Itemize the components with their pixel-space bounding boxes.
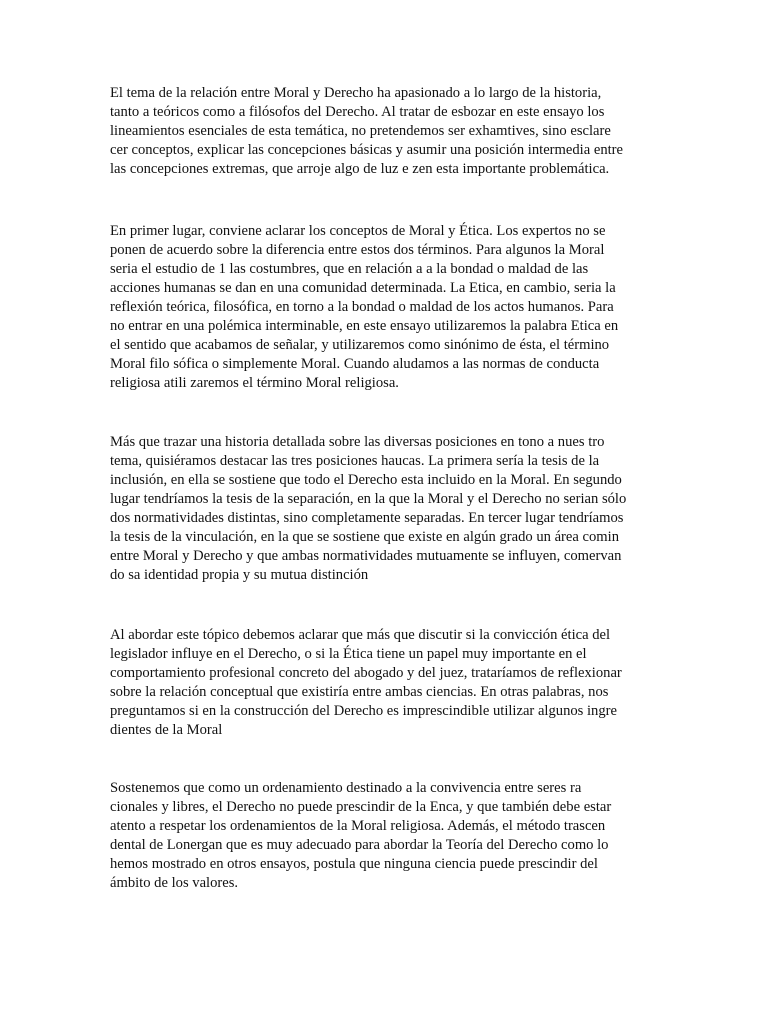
paragraph-line: En primer lugar, conviene aclarar los conceptos de Moral y Ética. Los expertos no se bbox=[110, 223, 606, 239]
paragraph-line: el sentido que acabamos de señalar, y utilizaremos como sinónimo de ésta, el término bbox=[110, 337, 610, 353]
paragraph-line: do sa identidad propia y su mutua distinción bbox=[110, 567, 369, 583]
paragraph-line: cionales y libres, el Derecho no puede prescindir de la Enca, y que también debe estar bbox=[110, 799, 612, 815]
paragraph-line: Moral filo sófica o simplemente Moral. Cuando aludamos a las normas de conducta bbox=[110, 356, 600, 372]
paragraph-line: cer conceptos, explicar las concepciones básicas y asumir una posición intermedia entre bbox=[110, 142, 624, 158]
paragraph-line: la tesis de la vinculación, en la que se sostiene que existe en algún grado un área comin bbox=[110, 529, 619, 545]
paragraph-3 bbox=[110, 433, 670, 585]
paragraph-5 bbox=[110, 779, 670, 893]
paragraph-line: El tema de la relación entre Moral y Derecho ha apasionado a lo largo de la historia, bbox=[110, 85, 602, 101]
paragraph-line: religiosa atili zaremos el término Moral religiosa. bbox=[110, 375, 399, 391]
paragraph-1 bbox=[110, 84, 670, 179]
paragraph-line: lugar tendríamos la tesis de la separación, en la que la Moral y el Derecho no serian sólo bbox=[110, 491, 627, 507]
paragraph-line: atento a respetar los ordenamientos de la Moral religiosa. Además, el método trascen bbox=[110, 818, 606, 834]
paragraph-line: Más que trazar una historia detallada sobre las diversas posiciones en tono a nues tro bbox=[110, 434, 605, 450]
paragraph-line: legislador influye en el Derecho, o si la Ética tiene un papel muy importante en el bbox=[110, 646, 587, 662]
paragraph-line: inclusión, en ella se sostiene que todo el Derecho esta incluido en la Moral. En segundo bbox=[110, 472, 622, 488]
paragraph-line: acciones humanas se dan en una comunidad determinada. La Etica, en cambio, seria la bbox=[110, 280, 616, 296]
paragraph-line: no entrar en una polémica interminable, en este ensayo utilizaremos la palabra Etica en bbox=[110, 318, 619, 334]
paragraph-line: dos normatividades distintas, sino completamente separadas. En tercer lugar tendríamos bbox=[110, 510, 624, 526]
paragraph-line: entre Moral y Derecho y que ambas normatividades mutuamente se influyen, comervan bbox=[110, 548, 622, 564]
paragraph-line: preguntamos si en la construcción del Derecho es imprescindible utilizar algunos ingre bbox=[110, 703, 617, 719]
paragraph-2 bbox=[110, 222, 670, 393]
paragraph-4 bbox=[110, 626, 670, 740]
paragraph-line: comportamiento profesional concreto del abogado y del juez, trataríamos de reflexionar bbox=[110, 665, 622, 681]
paragraph-line: Sostenemos que como un ordenamiento destinado a la convivencia entre seres ra bbox=[110, 780, 582, 796]
paragraph-line: dientes de la Moral bbox=[110, 722, 223, 738]
paragraph-line: Al abordar este tópico debemos aclarar que más que discutir si la convicción ética del bbox=[110, 627, 611, 643]
paragraph-line: hemos mostrado en otros ensayos, postula que ninguna ciencia puede prescindir del bbox=[110, 856, 598, 872]
paragraph-line: ponen de acuerdo sobre la diferencia entre estos dos términos. Para algunos la Moral bbox=[110, 242, 605, 258]
paragraph-line: seria el estudio de 1 las costumbres, que en relación a a la bondad o maldad de las bbox=[110, 261, 589, 277]
paragraph-line: dental de Lonergan que es muy adecuado para abordar la Teoría del Derecho como lo bbox=[110, 837, 609, 853]
paragraph-line: reflexión teórica, filosófica, en torno a la bondad o maldad de los actos humanos. Para bbox=[110, 299, 614, 315]
paragraph-line: lineamientos esenciales de esta temática, no pretendemos ser exhamtives, sino esclare bbox=[110, 123, 611, 139]
paragraph-line: ámbito de los valores. bbox=[110, 875, 239, 891]
paragraph-line: tanto a teóricos como a filósofos del Derecho. Al tratar de esbozar en este ensayo los bbox=[110, 104, 605, 120]
paragraph-line: tema, quisiéramos destacar las tres posiciones haucas. La primera sería la tesis de la bbox=[110, 453, 600, 469]
paragraph-line: sobre la relación conceptual que existiría entre ambas ciencias. En otras palabras, nos bbox=[110, 684, 609, 700]
paragraph-line: las concepciones extremas, que arroje algo de luz e zen esta importante problemática. bbox=[110, 161, 610, 177]
